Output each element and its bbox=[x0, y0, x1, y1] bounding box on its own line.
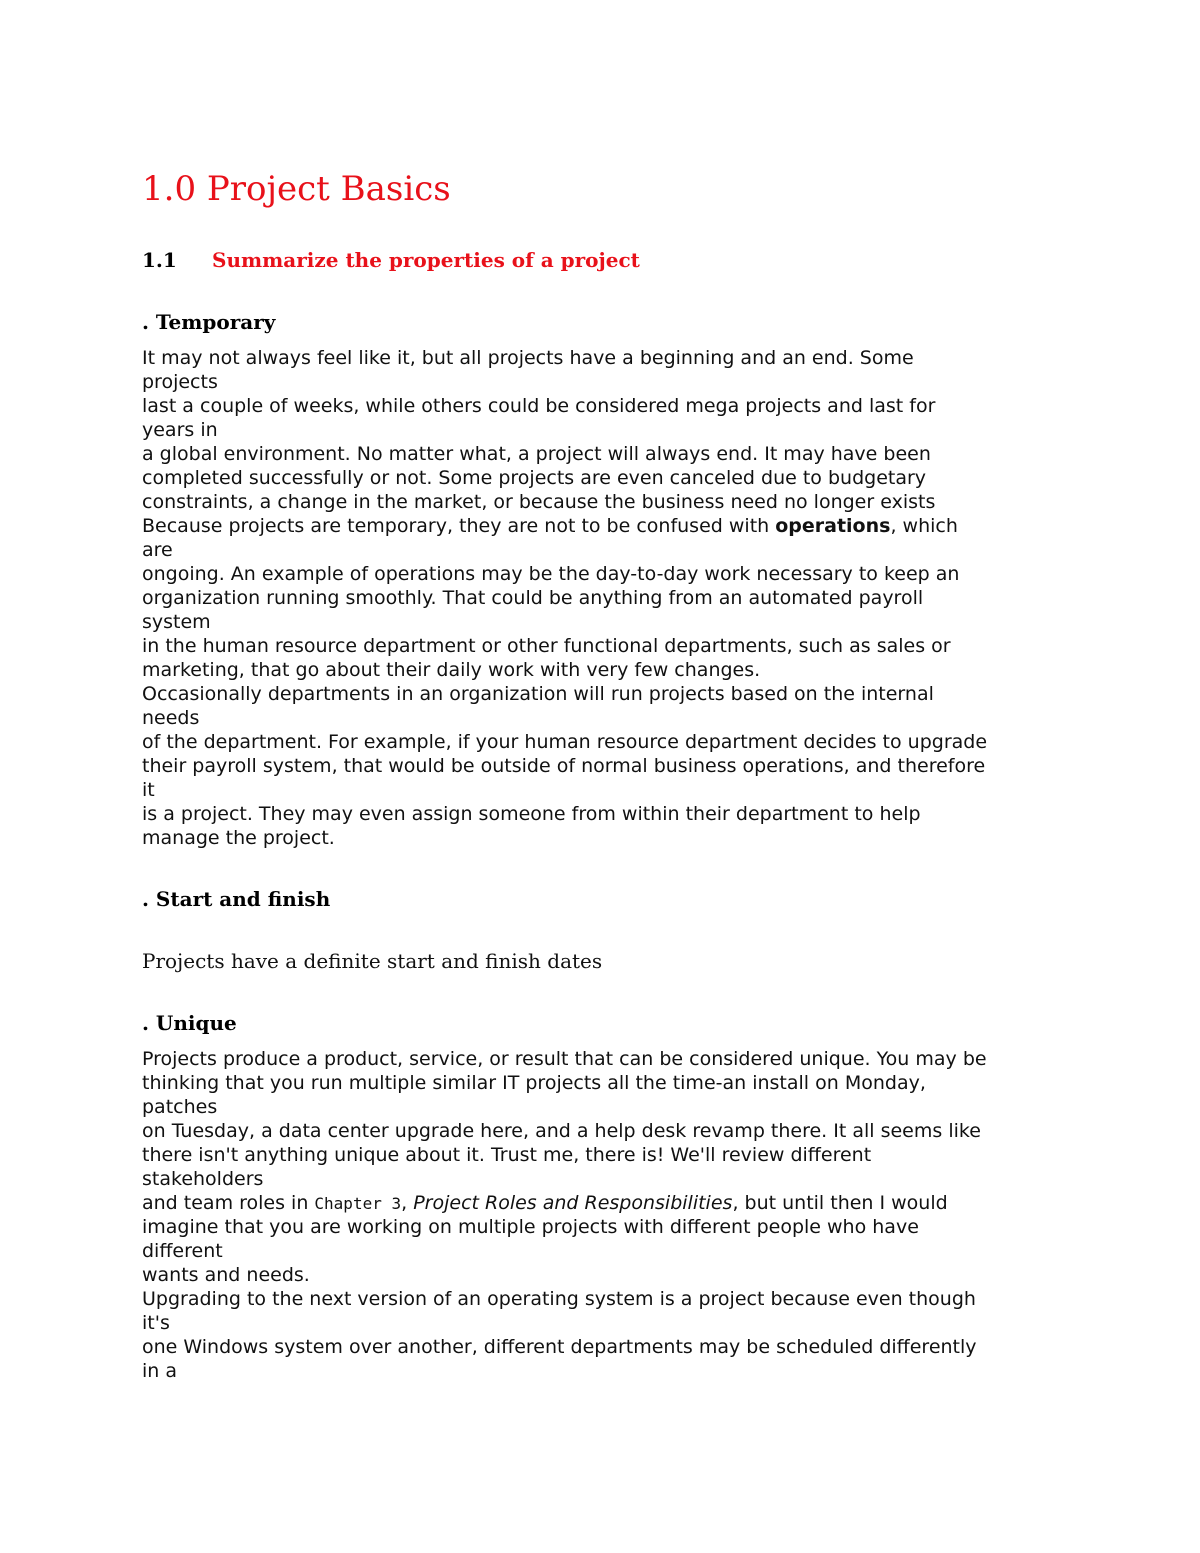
page-title: 1.0 Project Basics bbox=[142, 169, 451, 209]
text-run: , which bbox=[890, 515, 958, 537]
paragraph-line: Occasionally departments in an organization will run projects based on the internal bbox=[142, 683, 934, 705]
paragraph-line: ongoing. An example of operations may be the day-to-day work necessary to keep an bbox=[142, 563, 960, 585]
operations-term: operations bbox=[775, 515, 891, 537]
start-finish-heading: . Start and finish bbox=[142, 887, 331, 911]
paragraph-line: different bbox=[142, 1240, 223, 1262]
paragraph-line: one Windows system over another, different departments may be scheduled differently bbox=[142, 1336, 977, 1358]
paragraph-line: Projects produce a product, service, or result that can be considered unique. You may be bbox=[142, 1048, 987, 1070]
unique-heading: . Unique bbox=[142, 1011, 237, 1035]
paragraph-line: there isn't anything unique about it. Trust me, there is! We'll review different bbox=[142, 1144, 872, 1166]
paragraph-line: projects bbox=[142, 371, 218, 393]
paragraph-line: is a project. They may even assign someone from within their department to help bbox=[142, 803, 921, 825]
temporary-heading: . Temporary bbox=[142, 310, 276, 334]
paragraph-line: constraints, a change in the market, or because the business need no longer exists bbox=[142, 491, 936, 513]
paragraph-line: manage the project. bbox=[142, 827, 335, 849]
temporary-body bbox=[142, 346, 1072, 850]
paragraph-line: patches bbox=[142, 1096, 218, 1118]
paragraph-line: years in bbox=[142, 419, 218, 441]
chapter-title: Project Roles and Responsibilities bbox=[413, 1192, 733, 1214]
paragraph-line: system bbox=[142, 611, 211, 633]
paragraph-line: needs bbox=[142, 707, 200, 729]
text-run: , but until then I would bbox=[732, 1192, 948, 1214]
text-run: Because projects are temporary, they are not to be confused with bbox=[142, 515, 776, 537]
paragraph-line: it bbox=[142, 779, 155, 801]
paragraph-line: in the human resource department or other functional departments, such as sales or bbox=[142, 635, 951, 657]
text-run: , bbox=[401, 1192, 414, 1214]
paragraph-line: It may not always feel like it, but all projects have a beginning and an end. Some bbox=[142, 347, 914, 369]
paragraph-line: of the department. For example, if your human resource department decides to upgrade bbox=[142, 731, 988, 753]
paragraph-line: in a bbox=[142, 1360, 178, 1382]
paragraph-line: stakeholders bbox=[142, 1168, 264, 1190]
paragraph-line: Upgrading to the next version of an operating system is a project because even though bbox=[142, 1288, 976, 1310]
unique-body bbox=[142, 1047, 1072, 1383]
paragraph-line: marketing, that go about their daily work with very few changes. bbox=[142, 659, 761, 681]
paragraph-line: it's bbox=[142, 1312, 170, 1334]
section-title: Summarize the properties of a project bbox=[212, 248, 640, 272]
chapter-code: Chapter 3 bbox=[314, 1194, 402, 1213]
paragraph-line: organization running smoothly. That could be anything from an automated payroll bbox=[142, 587, 924, 609]
paragraph-line: wants and needs. bbox=[142, 1264, 310, 1286]
section-heading bbox=[142, 246, 640, 274]
text-run: and team roles in bbox=[142, 1192, 315, 1214]
paragraph-line: last a couple of weeks, while others could be considered mega projects and last for bbox=[142, 395, 936, 417]
paragraph-line: are bbox=[142, 539, 173, 561]
paragraph-line: a global environment. No matter what, a project will always end. It may have been bbox=[142, 443, 931, 465]
operations-line bbox=[142, 514, 1072, 538]
paragraph-line: on Tuesday, a data center upgrade here, and a help desk revamp there. It all seems like bbox=[142, 1120, 981, 1142]
paragraph-line: imagine that you are working on multiple projects with different people who have bbox=[142, 1216, 919, 1238]
start-finish-text: Projects have a definite start and finish dates bbox=[142, 949, 603, 973]
section-number: 1.1 bbox=[142, 248, 177, 272]
paragraph-line: completed successfully or not. Some projects are even canceled due to budgetary bbox=[142, 467, 927, 489]
paragraph-line: their payroll system, that would be outside of normal business operations, and therefore bbox=[142, 755, 986, 777]
paragraph-line: thinking that you run multiple similar IT projects all the time-an install on Monday, bbox=[142, 1072, 926, 1094]
chapter-reference-line bbox=[142, 1191, 1072, 1215]
